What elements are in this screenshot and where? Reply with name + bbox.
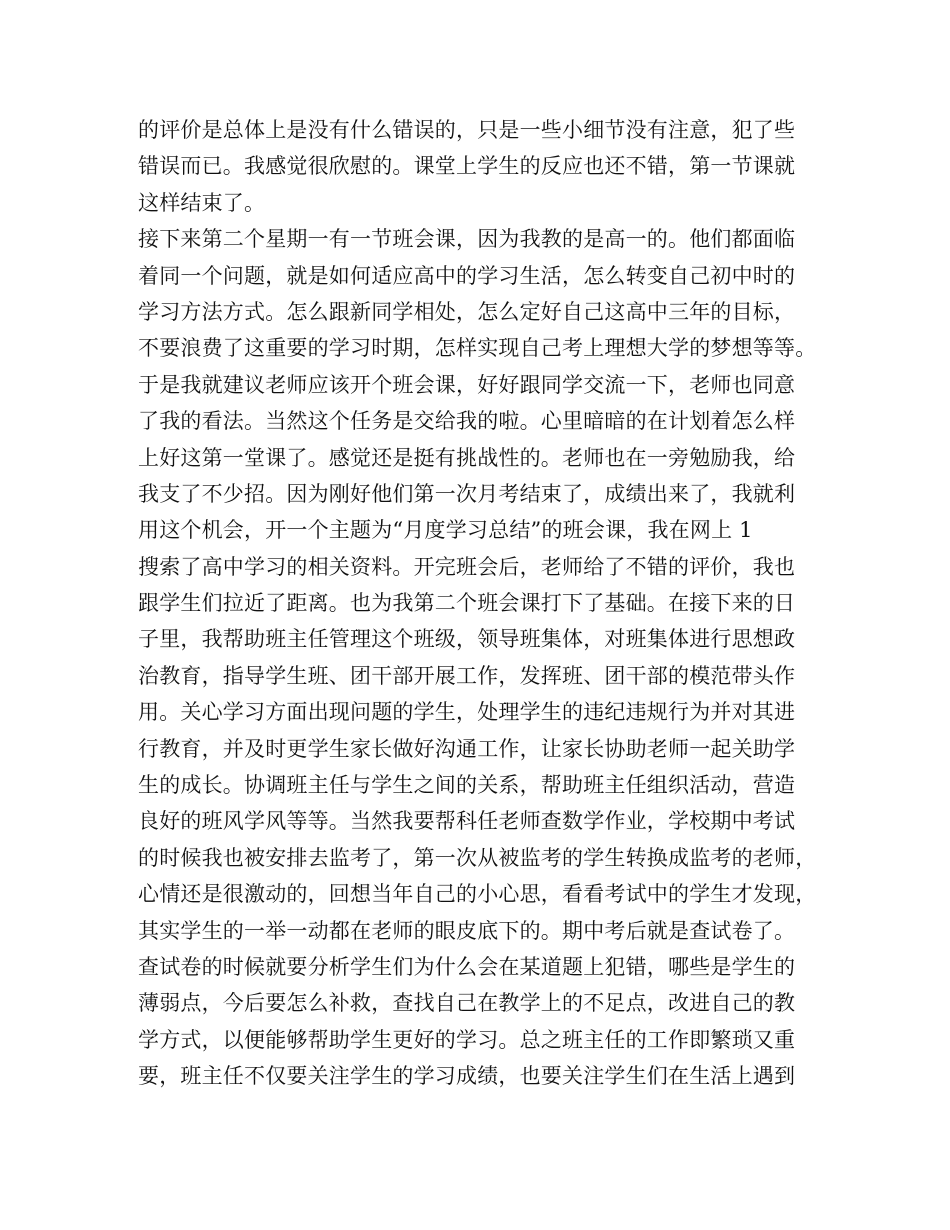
text-line: 学方式，以便能够帮助学生更好的学习。总之班主任的工作即繁琐又重	[138, 1027, 796, 1052]
text-line: 子里，我帮助班主任管理这个班级，领导班集体，对班集体进行思想政	[138, 627, 796, 652]
text-line: 这样结束了。	[138, 190, 266, 215]
text-line: 上好这第一堂课了。感觉还是挺有挑战性的。老师也在一旁勉励我，给	[138, 445, 796, 470]
text-line: 用。关心学习方面出现问题的学生，处理学生的违纪违规行为并对其进	[138, 700, 796, 725]
text-line: 不要浪费了这重要的学习时期，怎样实现自己考上理想大学的梦想等等。	[138, 336, 817, 361]
text-line: 生的成长。协调班主任与学生之间的关系，帮助班主任组织活动，营造	[138, 773, 796, 798]
text-line: 其实学生的一举一动都在老师的眼皮底下的。期中考后就是查试卷了。	[138, 918, 796, 943]
text-line: 查试卷的时候就要分析学生们为什么会在某道题上犯错，哪些是学生的	[138, 954, 796, 979]
text-line: 学习方法方式。怎么跟新同学相处，怎么定好自己这高中三年的目标，	[138, 299, 796, 324]
text-line: 的时候我也被安排去监考了，第一次从被监考的学生转换成监考的老师，	[138, 845, 817, 870]
text-line: 用这个机会，开一个主题为“月度学习总结”的班会课，我在网上 1	[138, 518, 753, 543]
text-line: 我支了不少招。因为刚好他们第一次月考结束了，成绩出来了，我就利	[138, 481, 796, 506]
body-text	[138, 112, 838, 1095]
text-line: 治教育，指导学生班、团干部开展工作，发挥班、团干部的模范带头作	[138, 663, 796, 688]
text-line: 了我的看法。当然这个任务是交给我的啦。心里暗暗的在计划着怎么样	[138, 409, 796, 434]
text-line: 良好的班风学风等等。当然我要帮科任老师查数学作业，学校期中考试	[138, 809, 796, 834]
text-line: 的评价是总体上是没有什么错误的，只是一些小细节没有注意，犯了些	[138, 118, 796, 142]
text-line: 接下来第二个星期一有一节班会课，因为我教的是高一的。他们都面临	[138, 227, 796, 252]
text-line: 心情还是很激动的，回想当年自己的小心思，看看考试中的学生才发现，	[138, 882, 817, 907]
text-line: 要，班主任不仅要关注学生的学习成绩，也要关注学生们在生活上遇到	[138, 1064, 796, 1089]
text-line: 于是我就建议老师应该开个班会课，好好跟同学交流一下，老师也同意	[138, 372, 796, 397]
text-line: 搜索了高中学习的相关资料。开完班会后，老师给了不错的评价，我也	[138, 554, 796, 579]
text-line: 错误而已。我感觉很欣慰的。课堂上学生的反应也还不错，第一节课就	[138, 154, 796, 179]
text-line: 着同一个问题，就是如何适应高中的学习生活，怎么转变自己初中时的	[138, 263, 796, 288]
text-line: 行教育，并及时更学生家长做好沟通工作，让家长协助老师一起关助学	[138, 736, 796, 761]
text-line: 跟学生们拉近了距离。也为我第二个班会课打下了基础。在接下来的日	[138, 591, 796, 616]
text-line: 薄弱点，今后要怎么补救，查找自己在教学上的不足点，改进自己的教	[138, 991, 796, 1016]
